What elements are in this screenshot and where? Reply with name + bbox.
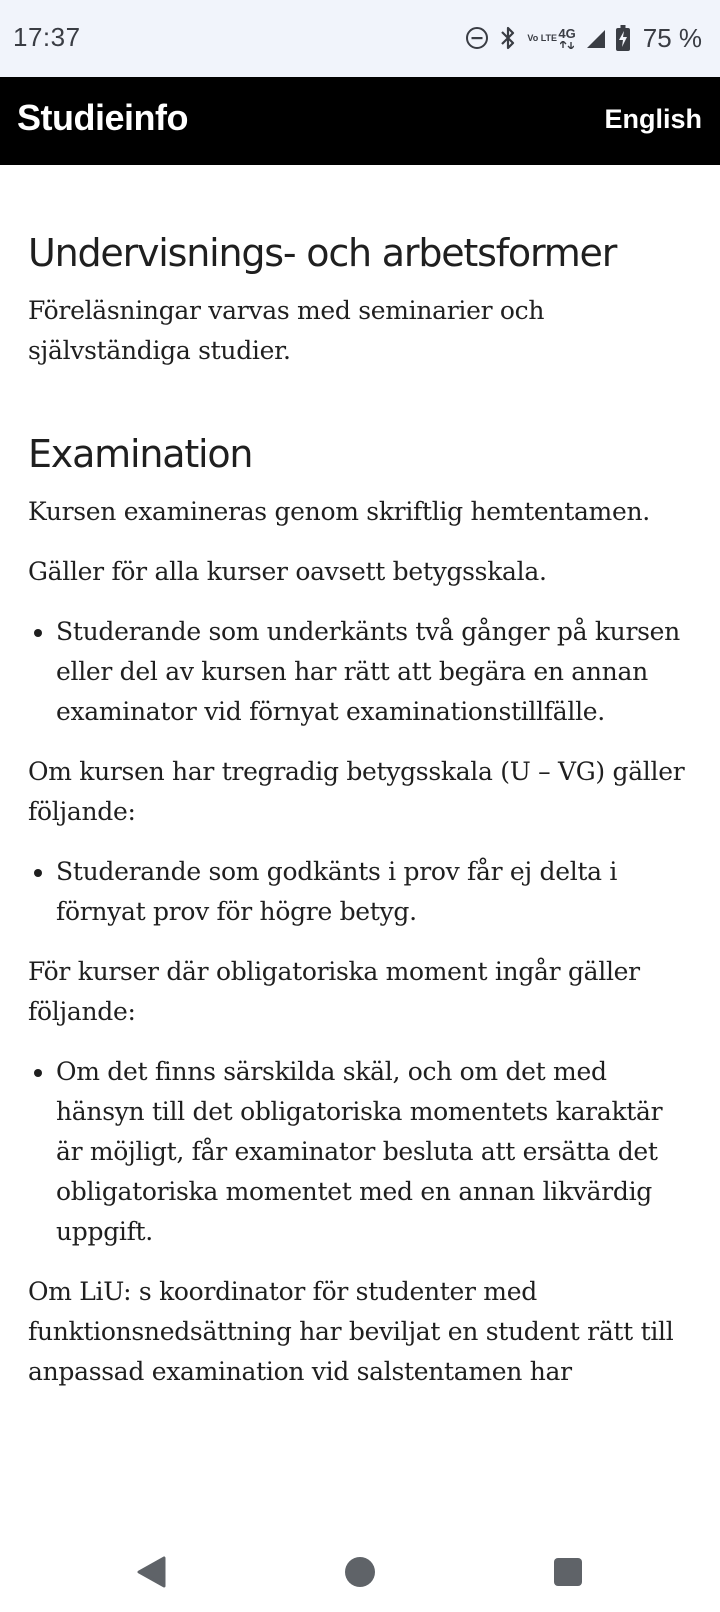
studieinfo-logo[interactable]: Studieinfo (17, 97, 188, 138)
volte-icon (527, 33, 558, 43)
examination-paragraph-2: Gäller för alla kurser oavsett betygsskala. (28, 557, 547, 586)
language-switch-link[interactable]: English (604, 104, 702, 134)
examination-paragraph-3: Om kursen har tregradig betygsskala (U – VG) gäller följande: (28, 757, 685, 826)
home-button[interactable] (334, 1546, 386, 1598)
list-item: • Om det finns särskilda skäl, och om det med hänsyn till det obligatoriska momentets karaktär är möjligt, får examinator besluta att ersätta det obligatoriska momentet med en annan likvärdig uppgift. (56, 1052, 688, 1252)
examination-list-1 (28, 612, 688, 732)
teaching-heading: Undervisnings- och arbetsformer (28, 231, 617, 275)
battery-charging-icon (616, 25, 630, 51)
network-type (558, 27, 575, 49)
signal-icon (585, 27, 607, 49)
do-not-disturb-icon (465, 26, 489, 50)
status-bar (0, 0, 720, 77)
examination-paragraph-1: Kursen examineras genom skriftlig hemtentamen. (28, 497, 650, 526)
list-item: • Studerande som underkänts två gånger på kursen eller del av kursen har rätt att begära en annan examinator vid förnyat examinationstillfälle. (56, 612, 688, 732)
system-navigation-bar (0, 1530, 720, 1612)
recents-button[interactable] (542, 1546, 594, 1598)
examination-paragraph-5: Om LiU: s koordinator för studenter med funktionsnedsättning har beviljat en student rätt till anpassad examination vid salstentamen har (28, 1277, 674, 1386)
bluetooth-icon (498, 25, 518, 51)
examination-heading: Examination (28, 432, 253, 476)
back-icon (135, 1555, 169, 1589)
teaching-paragraph: Föreläsningar varvas med seminarier och självständiga studier. (28, 296, 545, 365)
home-icon (343, 1555, 377, 1589)
back-button[interactable] (126, 1546, 178, 1598)
app-header (0, 77, 720, 165)
examination-paragraph-4: För kurser där obligatoriska moment ingår gäller följande: (28, 957, 640, 1026)
battery-percent: 75 % (642, 22, 702, 53)
list-item: • Studerande som godkänts i prov får ej delta i förnyat prov för högre betyg. (56, 852, 688, 932)
volte-label: Vo LTE (527, 33, 558, 43)
status-time: 17:37 (13, 22, 81, 52)
status-icons (465, 20, 702, 56)
examination-list-3 (28, 1052, 688, 1252)
examination-list-2 (28, 852, 688, 932)
course-content (28, 165, 688, 1392)
recents-icon (551, 1555, 585, 1589)
network-type-label: 4G (558, 26, 576, 41)
